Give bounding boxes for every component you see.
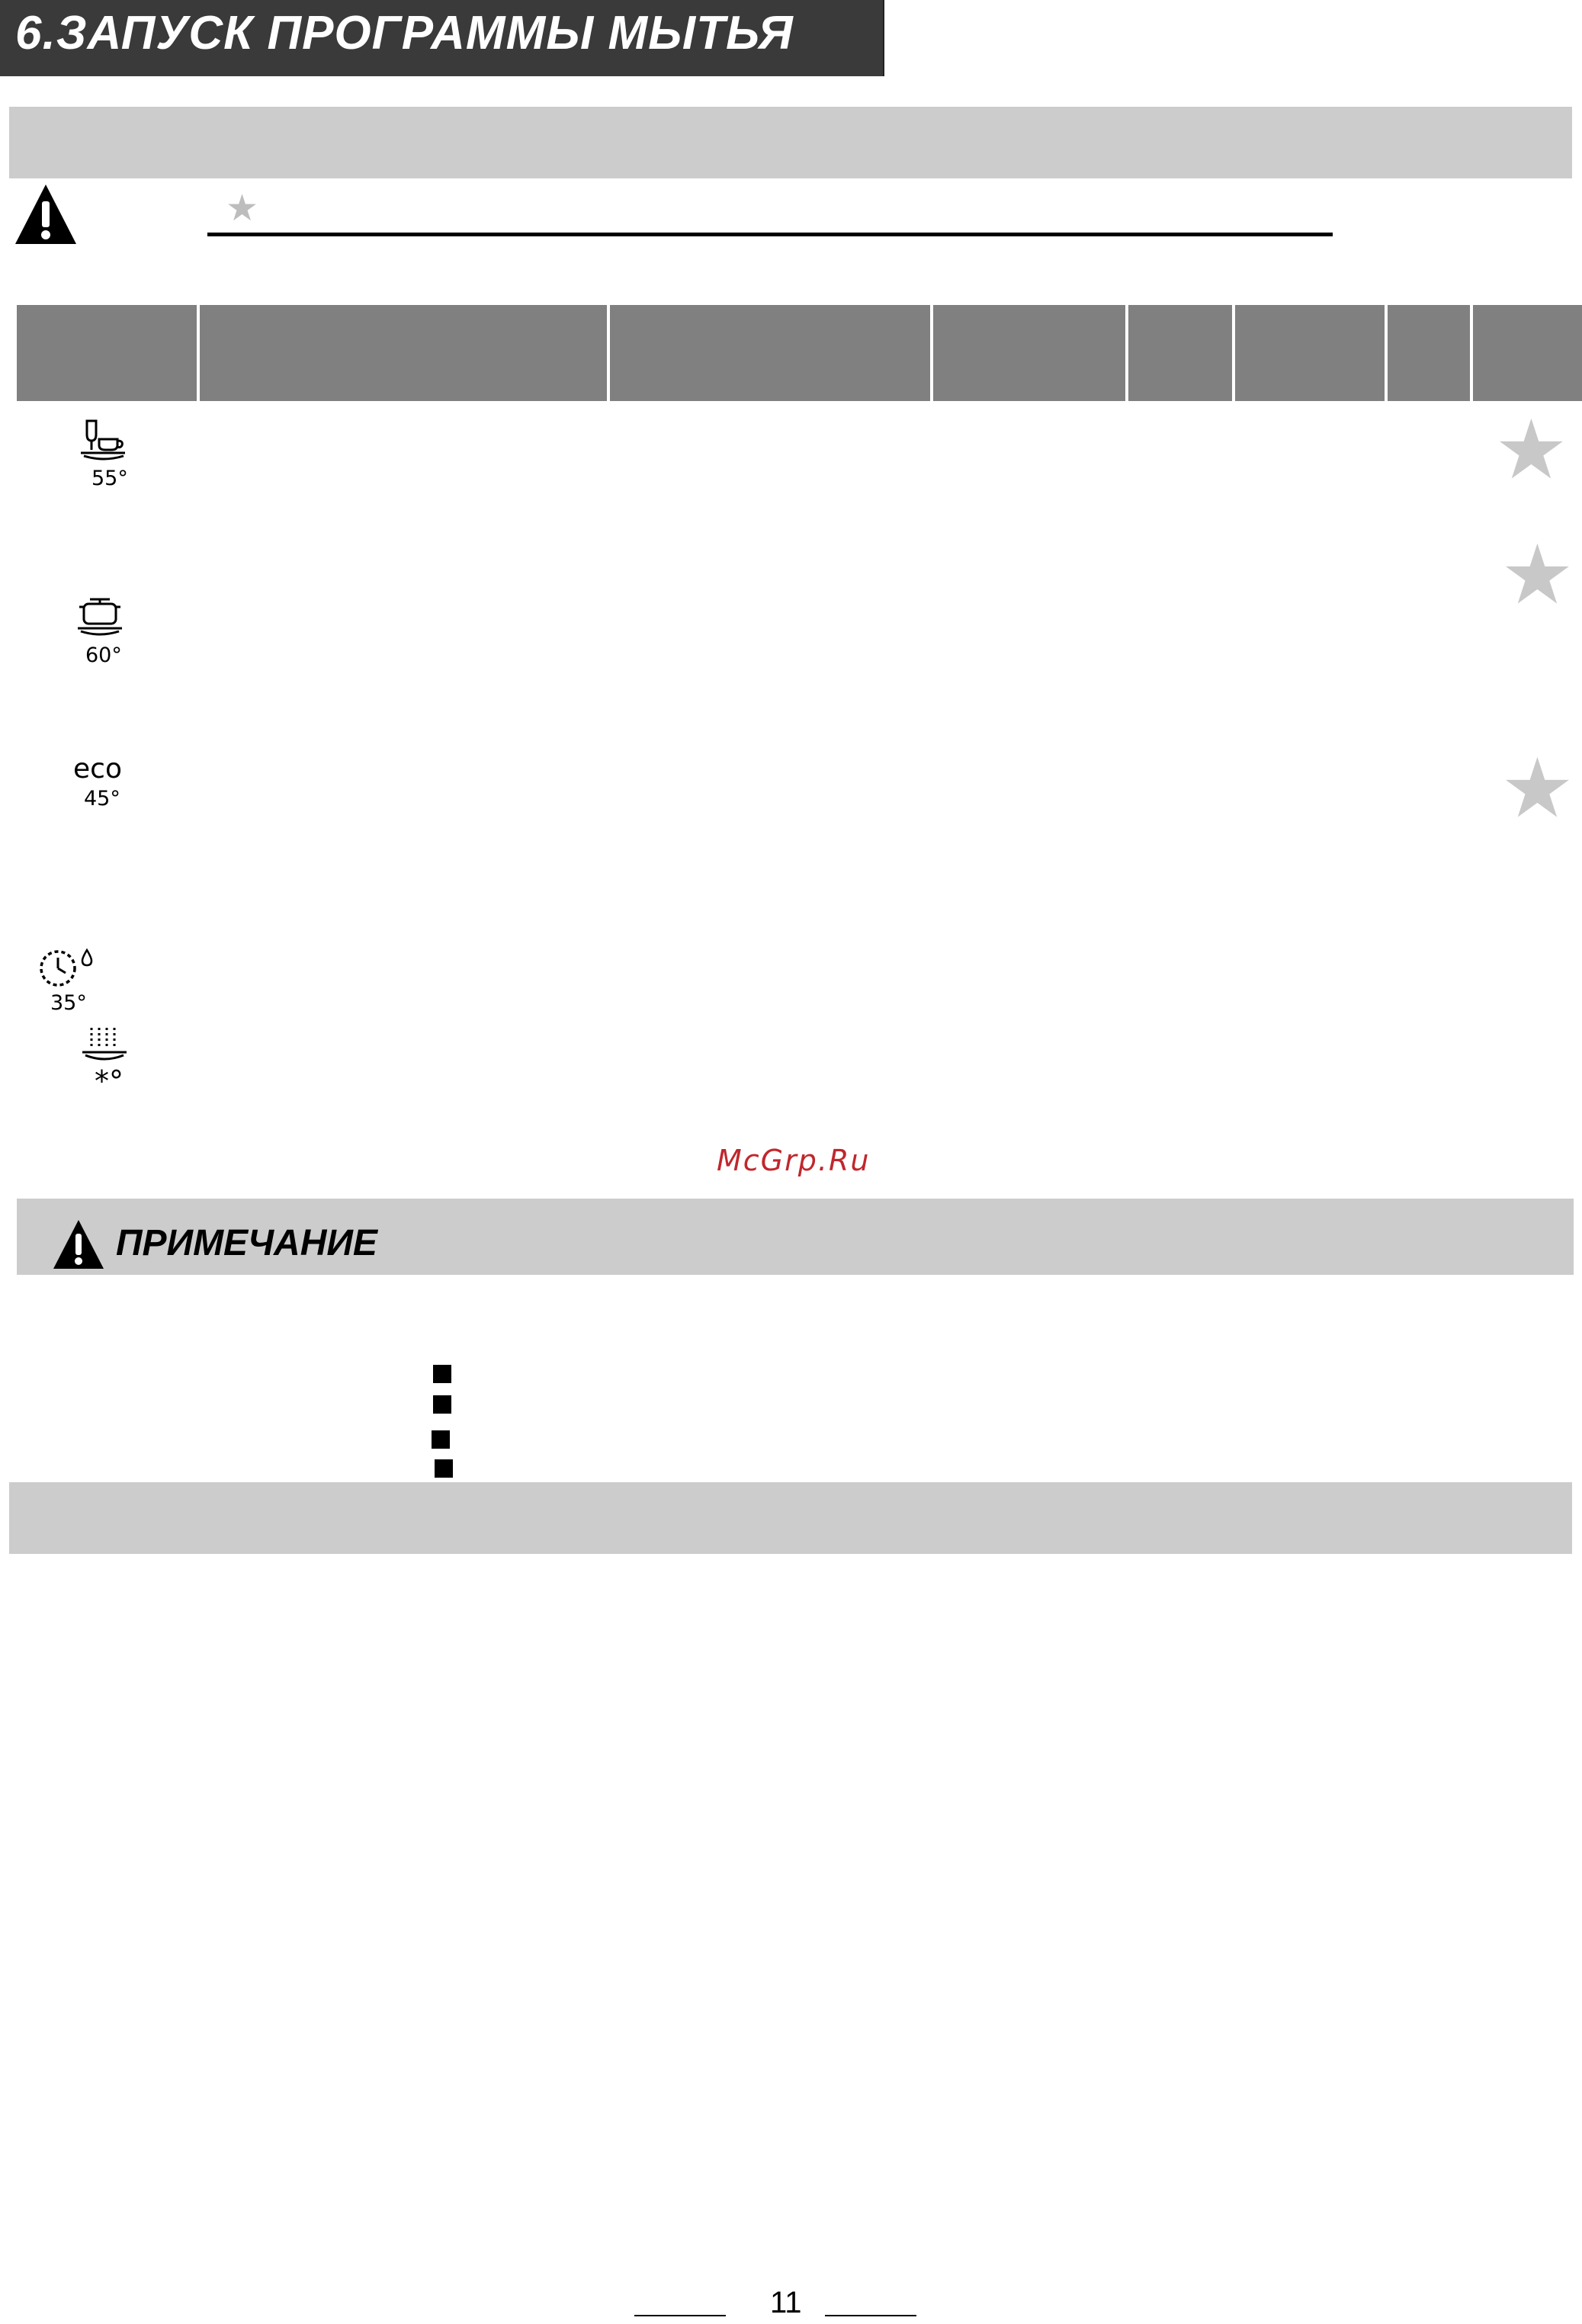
program-row	[75, 596, 125, 667]
pot-plate-icon	[75, 596, 125, 639]
bullet-square	[432, 1430, 450, 1449]
section-band	[9, 1482, 1572, 1554]
program-temperature: 45°	[84, 787, 120, 811]
bullet-square	[433, 1395, 451, 1414]
watermark: McGrp.Ru	[717, 1144, 871, 1177]
star-icon: ★	[1494, 403, 1568, 496]
star-icon: ★	[226, 188, 259, 229]
star-icon: ★	[1500, 742, 1574, 834]
table-header-cell	[200, 305, 607, 401]
program-row	[79, 1025, 130, 1098]
page-title: 6.ЗАПУСК ПРОГРАММЫ МЫТЬЯ	[15, 7, 794, 59]
program-row	[37, 945, 98, 1015]
footer-rule	[825, 2315, 916, 2316]
page-number: 11	[770, 2286, 802, 2319]
warning-icon	[14, 183, 78, 246]
clock-drop-icon	[37, 945, 98, 990]
table-header-cell	[610, 305, 930, 401]
table-header-cell	[1388, 305, 1470, 401]
program-row	[76, 418, 130, 490]
program-table-header	[17, 305, 1582, 401]
note-title: ПРИМЕЧАНИЕ	[116, 1223, 377, 1263]
warning-icon	[52, 1218, 105, 1270]
bullet-square	[433, 1365, 451, 1383]
section-band	[9, 107, 1572, 178]
glass-cup-plate-icon	[76, 418, 130, 465]
rinse-plate-icon	[79, 1025, 130, 1067]
bullet-square	[435, 1459, 453, 1478]
underline-rule	[207, 233, 1333, 236]
table-header-cell	[1473, 305, 1582, 401]
footer-rule	[634, 2315, 726, 2316]
program-temperature: 55°	[91, 467, 128, 490]
table-header-cell	[1128, 305, 1232, 401]
program-temperature: 60°	[85, 644, 122, 667]
eco-label: eco	[73, 753, 122, 785]
program-temperature: 35°	[50, 991, 87, 1015]
star-icon: ★	[1500, 528, 1574, 621]
table-header-cell	[1235, 305, 1385, 401]
program-temperature: *°	[95, 1064, 124, 1098]
table-header-cell	[17, 305, 197, 401]
table-header-cell	[933, 305, 1125, 401]
